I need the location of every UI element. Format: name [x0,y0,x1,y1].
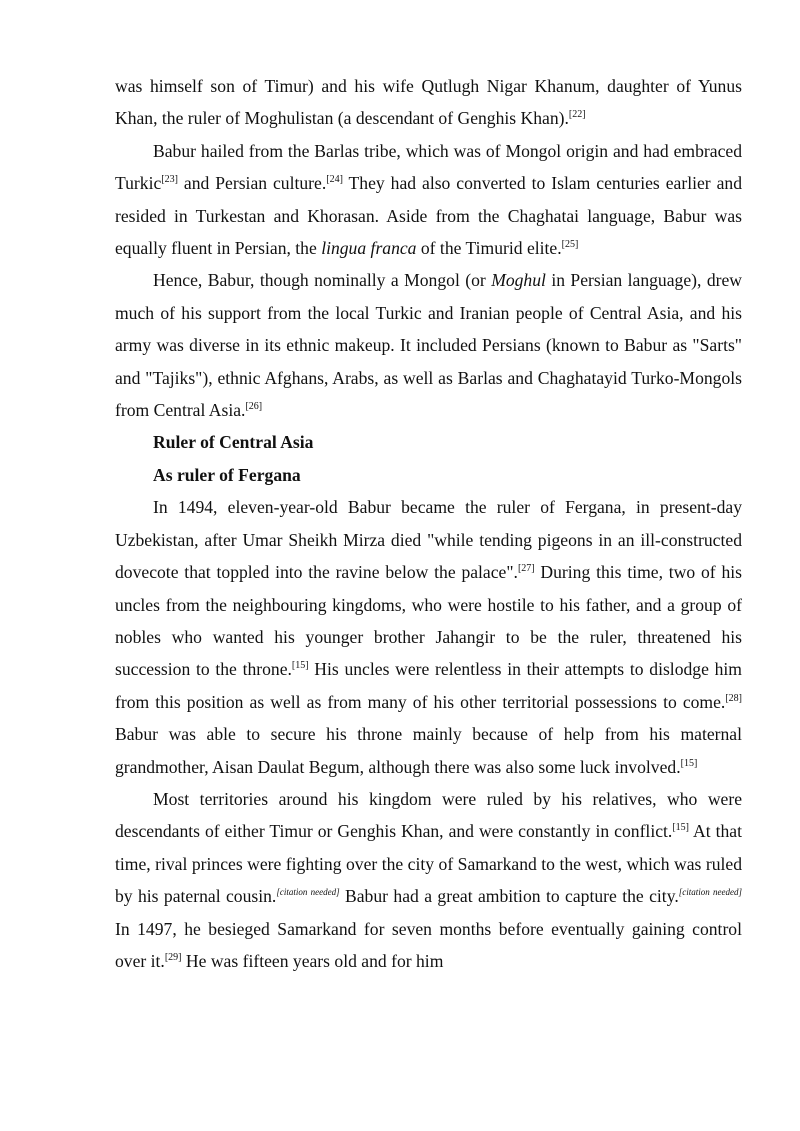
citation-ref[interactable]: [15] [680,757,698,769]
paragraph-text: Babur had a great ambition to capture the city. [339,886,679,907]
document-page [115,70,742,977]
citation-ref[interactable]: [24] [326,174,343,186]
paragraph-text: His uncles were relentless in their attempts to dislodge him from this position as well as from many of his other territorial possessions to come. [115,659,742,712]
section-heading-ruler-fergana: As ruler of Fergana [153,464,301,485]
italic-term: lingua franca [321,238,417,259]
paragraph-text: of the Timurid elite. [416,238,562,259]
paragraph-text: In 1494, eleven-year-old Babur became the ruler of Fergana, in present-day Uzbekistan, after Umar Sheikh Mirza died "while tending pigeons in an ill-constructed dovecote that toppled into the ravine below the palace". [115,497,742,583]
citation-ref[interactable]: [27] [517,563,535,575]
citation-ref[interactable]: [28] [725,692,742,704]
paragraph-fergana [115,491,742,783]
citation-ref[interactable]: [15] [291,660,309,672]
paragraph-text: At that time, rival princes were fighting over the city of Samarkand to the west, which was ruled by his paternal cousin. [115,821,742,907]
section-heading-ruler-central-asia: Ruler of Central Asia [153,432,314,453]
paragraph-text: and Persian culture. [177,173,327,194]
paragraph-samarkand [115,783,742,977]
citation-ref[interactable]: [22] [568,109,586,121]
paragraph-text: In 1497, he besieged Samarkand for seven months before eventually gaining control over it. [115,918,742,971]
paragraph-text: was himself son of Timur) and his wife Qutlugh Nigar Khanum, daughter of Yunus Khan, the ruler of Moghulistan (a descendant of Genghis Khan). [115,76,742,129]
citation-ref[interactable]: [26] [245,401,263,413]
citation-needed-tag[interactable]: [citation needed] [276,887,340,898]
paragraph-text: During this time, two of his uncles from the neighbouring kingdoms, who were hostile to his father, and a group of nobles who wanted his younger brother Jahangir to be the ruler, threatened his succession to the throne. [115,562,742,680]
paragraph-text: Most territories around his kingdom were ruled by his relatives, who were descendants of either Timur or Genghis Khan, and were constantly in conflict. [115,788,742,842]
paragraph-text: Hence, Babur, though nominally a Mongol (or [153,270,492,291]
paragraph-barlas-tribe [115,135,742,265]
citation-ref[interactable]: [25] [561,239,579,251]
citation-needed-tag[interactable]: [citation needed] [678,887,742,898]
paragraph-text: They had also converted to Islam centuries earlier and resided in Turkestan and Khorasan. Aside from the Chaghatai language, Babur was equally fluent in Persian, the [115,173,742,259]
paragraph-lineage [115,70,742,135]
paragraph-text: Babur was able to secure his throne mainly because of help from his maternal grandmother, Aisan Daulat Begum, although there was also some luck involved. [115,724,742,777]
paragraph-text: in Persian language), drew much of his support from the local Turkic and Iranian people of Central Asia, and his army was diverse in its ethnic makeup. It included Persians (known to Babur as "Sarts" and "Tajiks"), ethnic Afghans, Arabs, as well as Barlas and Chaghatayid Turko-Mongols from Central Asia. [115,270,742,421]
citation-ref[interactable]: [23] [161,174,178,186]
paragraph-text: He was fifteen years old and for him [181,950,444,971]
citation-ref[interactable]: [15] [672,822,689,834]
paragraph-army [115,264,742,426]
citation-ref[interactable]: [29] [164,951,182,963]
paragraph-text: Babur hailed from the Barlas tribe, which was of Mongol origin and had embraced Turkic [115,140,742,194]
italic-term: Moghul [491,270,546,291]
